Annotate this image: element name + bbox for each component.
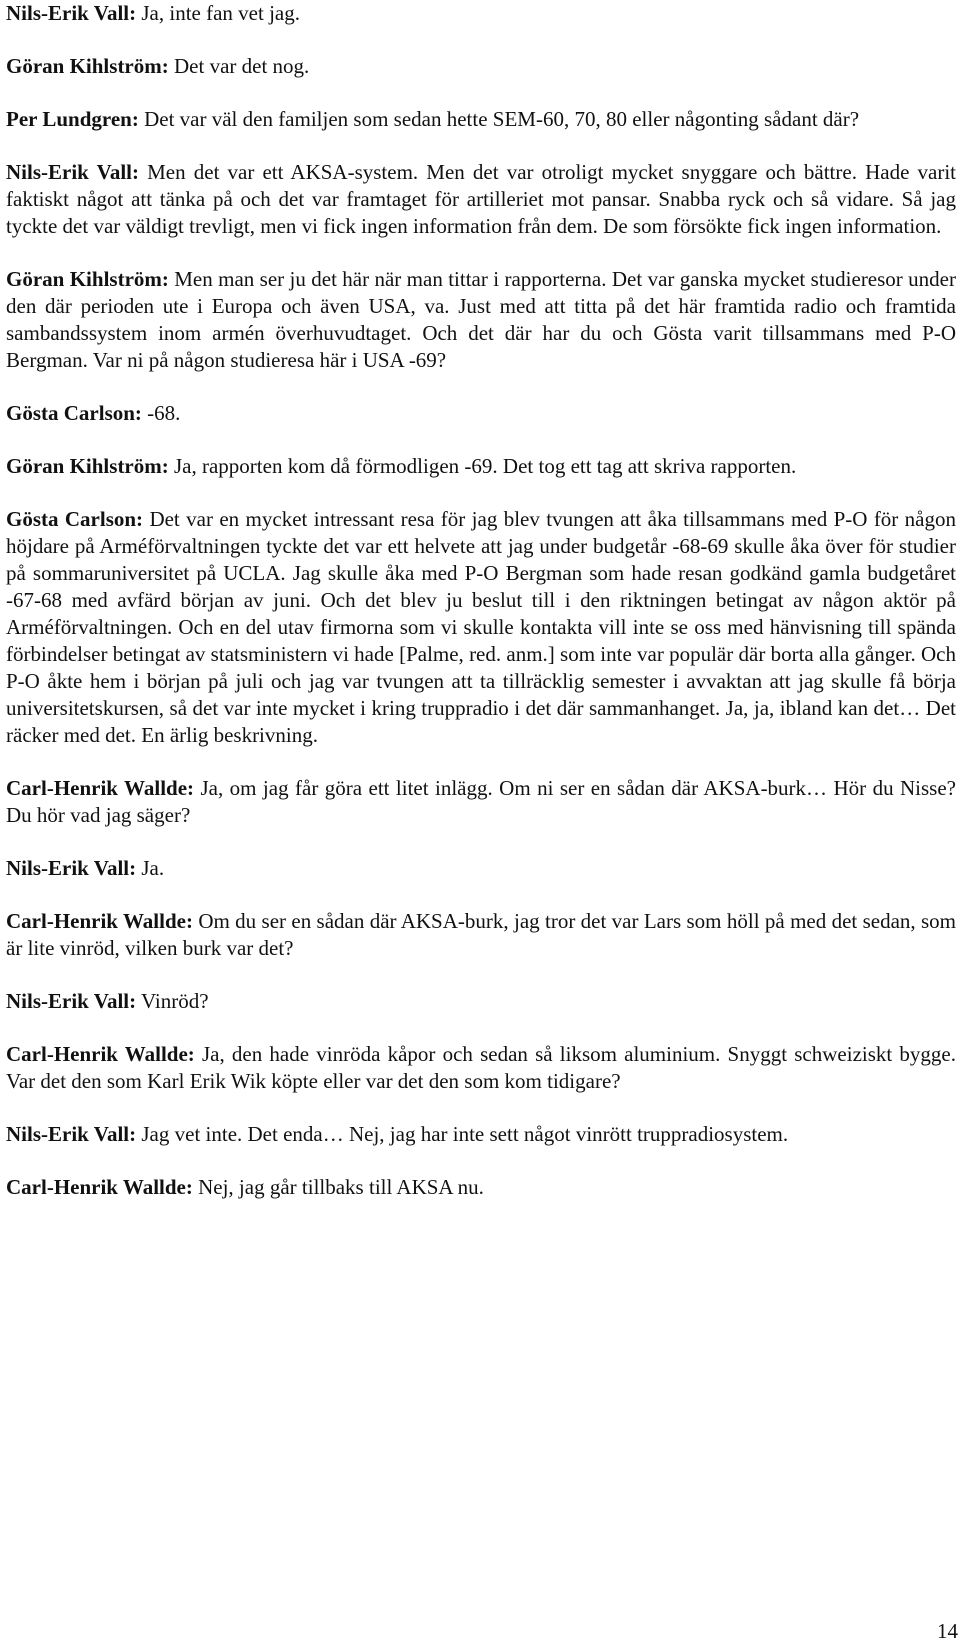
transcript [6,0,956,1227]
utterance-text: Det var det nog. [168,54,310,78]
utterance-text: -68. [141,401,181,425]
speaker-name: Nils-Erik Vall: [6,1,137,25]
speaker-name: Nils-Erik Vall: [6,856,137,880]
utterance-text: Men man ser ju det här när man tittar i rapporterna. Det var ganska mycket studieresor under den där perioden ute i Europa och även USA, va. Just med att titta på det här framtida radio och framtida sambandssystem inom armén överhuvudtaget. Och det där har du och Gösta varit tillsammans med P-O Bergman. Var ni på någon studieresa här i USA -69? [6,267,956,372]
utterance-text: Nej, jag går tillbaks till AKSA nu. [192,1175,484,1199]
speaker-name: Carl-Henrik Wallde: [6,776,195,800]
utterance-text: Ja, rapporten kom då förmodligen -69. Det tog ett tag att skriva rapporten. [168,454,797,478]
speaker-name: Göran Kihlström: [6,454,169,478]
speaker-name: Nils-Erik Vall: [6,1122,137,1146]
speaker-name: Per Lundgren: [6,107,139,131]
utterance-text: Ja. [136,856,165,880]
speaker-name: Carl-Henrik Wallde: [6,909,193,933]
transcript-entry [6,1174,956,1201]
transcript-entry [6,400,956,427]
speaker-name: Nils-Erik Vall: [6,160,139,184]
utterance-text: Om du ser en sådan där AKSA-burk, jag tror det var Lars som höll på med det sedan, som är lite vinröd, vilken burk var det? [6,909,957,960]
transcript-entry [6,1041,956,1095]
transcript-entry [6,506,956,749]
transcript-entry [6,266,956,374]
utterance-text: Ja, om jag får göra ett litet inlägg. Om ni ser en sådan där AKSA-burk… Hör du Nisse? Du hör vad jag säger? [6,776,956,827]
transcript-entry [6,1121,956,1148]
utterance-text: Det var väl den familjen som sedan hette SEM-60, 70, 80 eller någonting sådant där? [138,107,860,131]
speaker-name: Göran Kihlström: [6,267,169,291]
speaker-name: Carl-Henrik Wallde: [6,1042,195,1066]
transcript-entry [6,106,956,133]
transcript-entry [6,159,956,240]
transcript-entry [6,775,956,829]
utterance-text: Ja, inte fan vet jag. [136,1,300,25]
speaker-name: Carl-Henrik Wallde: [6,1175,193,1199]
utterance-text: Vinröd? [136,989,209,1013]
utterance-text: Jag vet inte. Det enda… Nej, jag har inte sett något vinrött truppradiosystem. [136,1122,789,1146]
transcript-entry [6,988,956,1015]
transcript-entry [6,855,956,882]
speaker-name: Gösta Carlson: [6,401,142,425]
speaker-name: Nils-Erik Vall: [6,989,137,1013]
utterance-text: Ja, den hade vinröda kåpor och sedan så liksom aluminium. Snyggt schweiziskt bygge. Var det den som Karl Erik Wik köpte eller var det den som kom tidigare? [6,1042,956,1093]
transcript-entry [6,53,956,80]
utterance-text: Men det var ett AKSA-system. Men det var otroligt mycket snyggare och bättre. Hade varit faktiskt något att tänka på och det var framtaget för artilleriet mot pansar. Snabba ryck och så vidare. Så jag tyckte det var väldigt trevligt, men vi fick ingen information från dem. De som försökte fick ingen information. [6,160,956,238]
speaker-name: Göran Kihlström: [6,54,169,78]
page-number: 14 [937,1619,958,1643]
transcript-entry [6,0,956,27]
transcript-entry [6,453,956,480]
utterance-text: Det var en mycket intressant resa för jag blev tvungen att åka tillsammans med P-O för någon höjdare på Arméförvaltningen tyckte det var ett helvete att jag under budgetår -68-69 skulle åka över för studier på sommaruniversitet på UCLA. Jag skulle åka med P-O Bergman som hade resan godkänd gamla budgetåret -67-68 med avfärd början av juni. Och det blev ju beslut till i den riktningen betingat av någon aktör på Arméförvaltningen. Och en del utav firmorna som vi skulle kontakta vill inte se oss med hänvisning till spända förbindelser betingat av statsministern vi hade [Palme, red. anm.] som inte var populär där borta alla gånger. Och P-O åkte hem i början på juli och jag var tvungen att ta tillräcklig semester i avvaktan att jag skulle få börja universitetskursen, så det var inte mycket i kring truppradio i det där sammanhanget. Ja, ja, ibland kan det… Det räcker med det. En ärlig beskrivning. [6,507,957,747]
transcript-entry [6,908,956,962]
speaker-name: Gösta Carlson: [6,507,144,531]
